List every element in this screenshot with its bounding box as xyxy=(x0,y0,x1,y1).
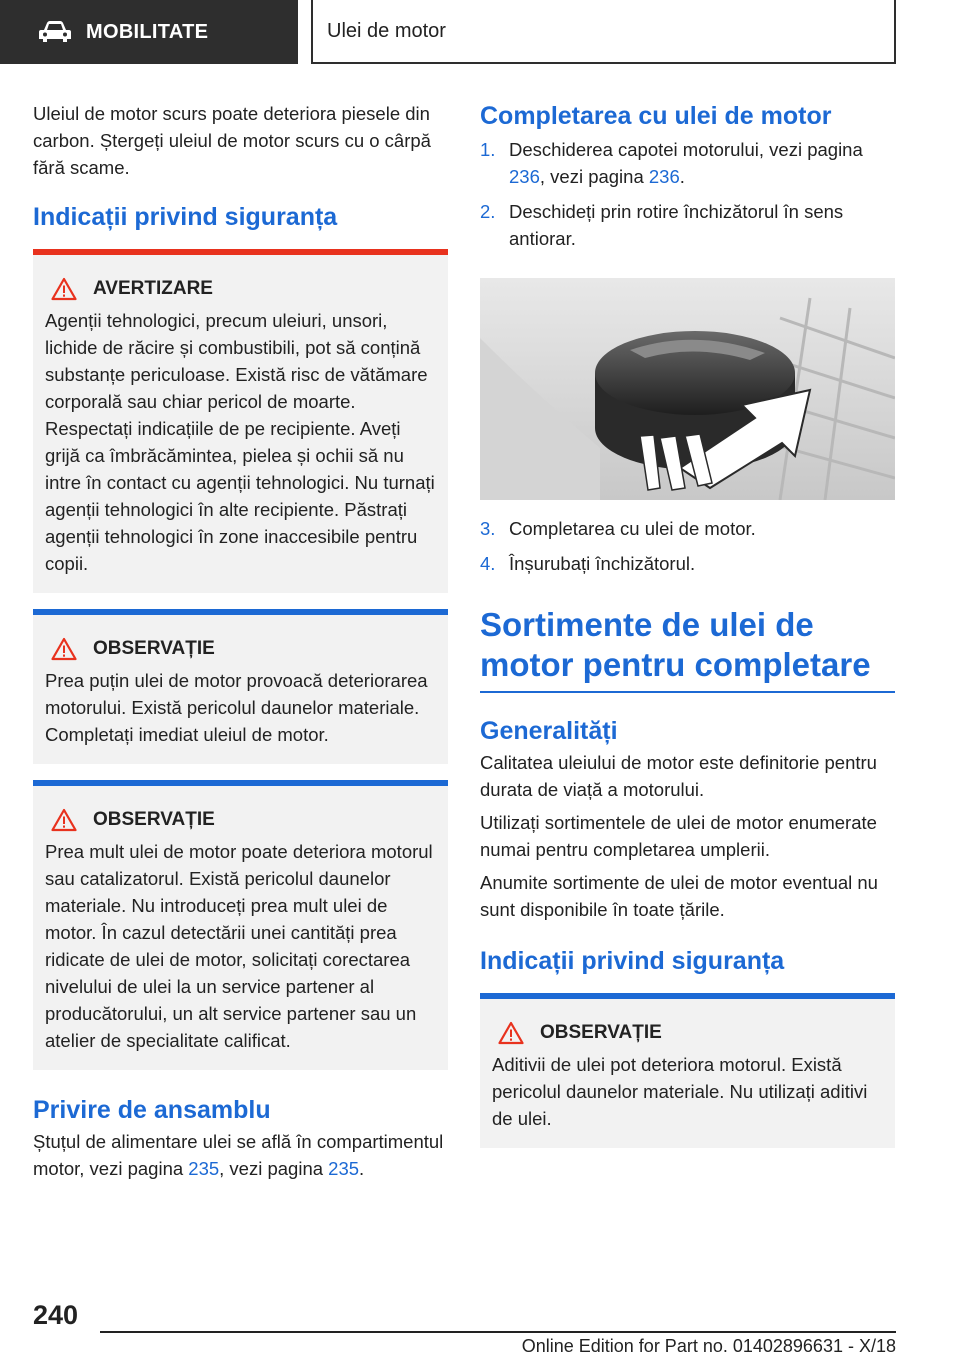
note-header-2 xyxy=(45,808,436,832)
note-box-1 xyxy=(33,609,448,764)
note-box-2 xyxy=(33,780,448,1070)
topic-title: Ulei de motor xyxy=(327,19,446,42)
step-number: 1. xyxy=(480,139,496,160)
step-number: 2. xyxy=(480,201,496,222)
list-item xyxy=(480,136,895,190)
warning-triangle-icon xyxy=(51,277,77,301)
overview-text-mid: , vezi pagina xyxy=(219,1158,329,1179)
safety-heading: Indicații privind siguranța xyxy=(33,203,338,231)
page-link-236[interactable]: 236 xyxy=(648,166,680,187)
warning-triangle-icon xyxy=(498,1021,524,1045)
warning-triangle-icon xyxy=(51,637,77,661)
section-title: MOBILITATE xyxy=(86,20,209,43)
list-item xyxy=(480,550,895,577)
warning-text: Agenții tehnologici, precum uleiuri, unsori, lichide de răcire și combustibili, pot să conțină substanțe periculoase. Există risc de vătămare corporală sau chiar pericol de moarte. Respectați indicațiile de pe recipiente. Aveți grijă ca îmbrăcămintea, pielea și ochii să nu intre în contact cu agenții tehnologici. Nu turnați agenții tehnologici în alte recipiente. Păstrați agenții tehnologici în zone inaccesibile pentru copii. xyxy=(45,310,435,574)
note-text-2: Prea mult ulei de motor poate deteriora motorul sau catalizatorul. Există pericolul daunelor materiale. Nu introduceți prea mult ulei de motor. În cazul detectării unei cantități prea ridicate de ulei de motor, solicitați corectarea nivelului de ulei la un service partener al producătorului, un alt service partener sau un atelier de specialitate calificat. xyxy=(45,841,433,1051)
steps-list-a xyxy=(480,136,895,252)
step-text xyxy=(509,136,895,190)
list-item xyxy=(480,515,895,542)
note-title-2: OBSERVAȚIE xyxy=(93,809,215,830)
warning-header xyxy=(45,277,436,301)
overview-paragraph xyxy=(33,1128,448,1182)
topic-header xyxy=(311,0,896,64)
note-title-1: OBSERVAȚIE xyxy=(93,638,215,659)
step-text-part: Deschiderea capotei motorului, vezi pagina xyxy=(509,139,863,160)
section-tab xyxy=(0,0,298,64)
step-text: Deschideți prin rotire închizătorul în sens antiorar. xyxy=(509,201,844,249)
left-column xyxy=(33,100,448,1188)
step-number: 3. xyxy=(480,518,496,539)
grades-heading: Sortimente de ulei de motor pentru completare xyxy=(480,606,871,683)
warning-triangle-icon xyxy=(51,808,77,832)
steps-list-b xyxy=(480,515,895,577)
footer-divider xyxy=(100,1331,896,1333)
general-paragraph-2: Utilizați sortimentele de ulei de motor enumerate numai pentru completarea umplerii. xyxy=(480,811,877,860)
page-number: 240 xyxy=(33,1300,79,1330)
page-link-236[interactable]: 236 xyxy=(509,166,540,187)
step-text: Înșurubați închizătorul. xyxy=(509,553,696,574)
warning-title: AVERTIZARE xyxy=(93,278,213,299)
note-title-3: OBSERVAȚIE xyxy=(540,1021,662,1043)
overview-heading: Privire de ansamblu xyxy=(33,1096,271,1124)
safety-heading-right: Indicații privind siguranța xyxy=(480,946,785,975)
step-text-mid: , vezi pagina xyxy=(539,166,649,187)
page-link-235[interactable]: 235 xyxy=(328,1158,360,1179)
note-box-3 xyxy=(480,993,895,1148)
step-number: 4. xyxy=(480,553,496,574)
oil-filler-cap-illustration xyxy=(480,278,895,500)
warning-box xyxy=(33,249,448,593)
list-item xyxy=(480,198,895,252)
page-link-235[interactable]: 235 xyxy=(188,1158,220,1179)
overview-text-end: . xyxy=(359,1158,365,1179)
section-divider xyxy=(480,691,895,693)
step-text: Completarea cu ulei de motor. xyxy=(509,518,756,539)
general-paragraph-3: Anumite sortimente de ulei de motor eventual nu sunt disponibile în toate țările. xyxy=(480,871,878,920)
fill-heading: Completarea cu ulei de motor xyxy=(480,102,832,130)
car-icon xyxy=(38,20,72,44)
note-header-1 xyxy=(45,637,436,661)
general-paragraph-1: Calitatea uleiului de motor este definitorie pentru durata de viață a motorului. xyxy=(480,751,877,800)
step-text-end: . xyxy=(679,166,685,187)
note-header-3 xyxy=(492,1021,883,1045)
intro-paragraph: Uleiul de motor scurs poate deteriora piesele din carbon. Ștergeți uleiul de motor scurs cu o cârpă fără scame. xyxy=(33,103,431,178)
note-text-3: Aditivii de ulei pot deteriora motorul. Există pericolul daunelor materiale. Nu utilizați aditivi de ulei. xyxy=(492,1053,868,1129)
general-heading: Generalități xyxy=(480,716,618,745)
note-text-1: Prea puțin ulei de motor provoacă deteriorarea motorului. Există pericolul daunelor materiale. Completați imediat uleiul de motor. xyxy=(45,670,428,745)
right-column xyxy=(480,100,895,1164)
edition-text: Online Edition for Part no. 01402896631 - X/18 xyxy=(521,1336,896,1356)
overview-text: Ștuțul de alimentare ulei se află în compartimentul motor, vezi pagina xyxy=(33,1131,444,1179)
